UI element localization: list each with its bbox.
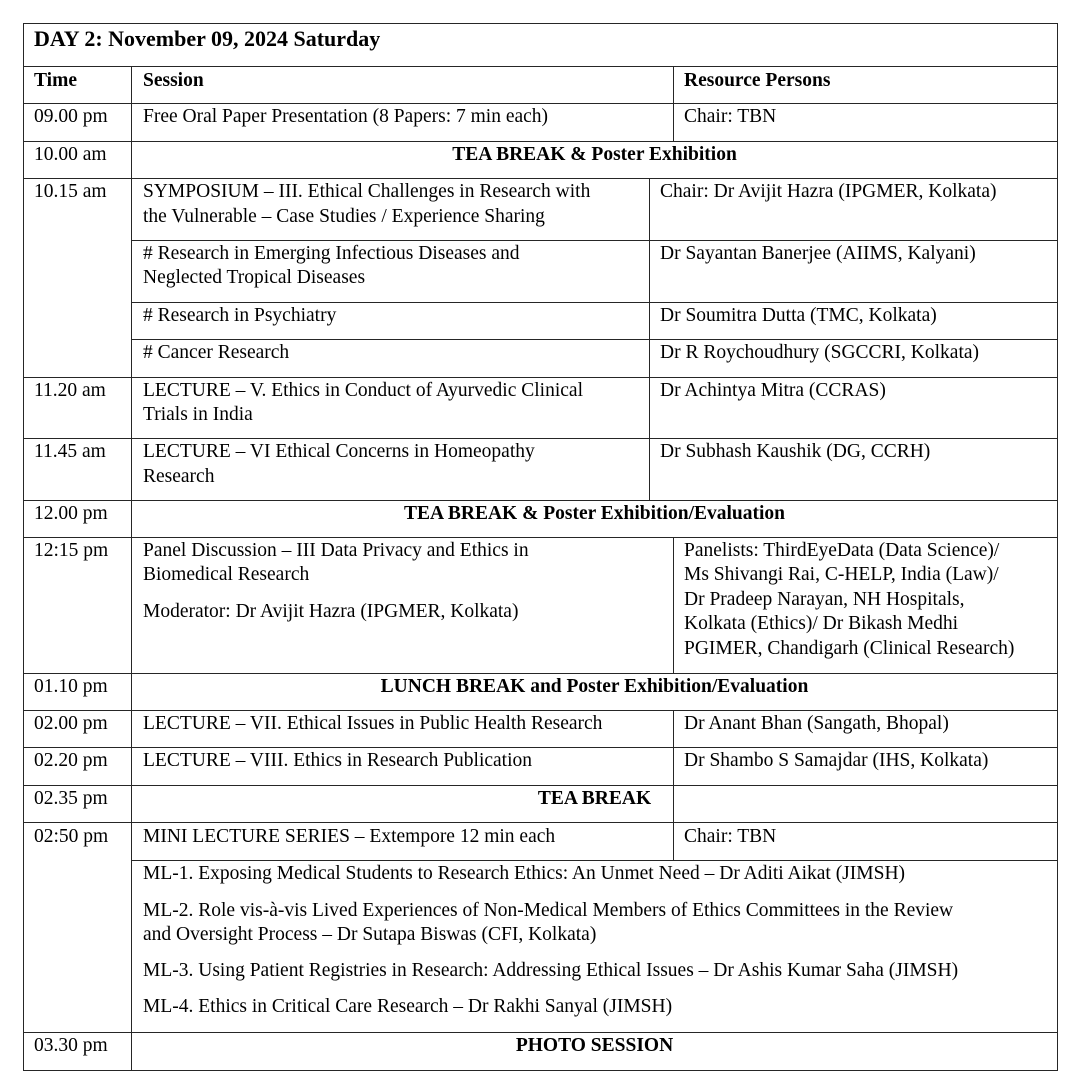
- rule: [131, 860, 1058, 861]
- rule: [23, 23, 1058, 24]
- rule: [673, 822, 674, 860]
- header-time: Time: [34, 70, 77, 91]
- day-title: DAY 2: November 09, 2024 Saturday: [34, 26, 381, 51]
- resource-cell: Panelists: ThirdEyeData (Data Science)/: [684, 540, 1000, 561]
- rule: [131, 339, 1058, 340]
- resource-cell: Dr Sayantan Banerjee (AIIMS, Kalyani): [660, 243, 976, 264]
- time-cell: 09.00 pm: [34, 106, 108, 127]
- session-cell: Research: [143, 466, 215, 487]
- resource-cell: PGIMER, Chandigarh (Clinical Research): [684, 638, 1015, 659]
- rule: [131, 240, 1058, 241]
- resource-cell: Chair: Dr Avijit Hazra (IPGMER, Kolkata): [660, 181, 997, 202]
- session-cell: LECTURE – V. Ethics in Conduct of Ayurvedic Clinical: [143, 380, 583, 401]
- resource-cell: Kolkata (Ethics)/ Dr Bikash Medhi: [684, 613, 959, 634]
- time-cell: 11.45 am: [34, 441, 106, 462]
- mini-lecture-item: ML-4. Ethics in Critical Care Research – Dr Rakhi Sanyal (JIMSH): [143, 996, 673, 1017]
- rule: [23, 710, 1058, 711]
- session-cell: Free Oral Paper Presentation (8 Papers: 7 min each): [143, 106, 549, 127]
- rule: [23, 66, 1058, 67]
- session-cell: LECTURE – VIII. Ethics in Research Publication: [143, 750, 533, 771]
- session-cell: Trials in India: [143, 404, 253, 425]
- break-banner: LUNCH BREAK and Poster Exhibition/Evaluation: [380, 676, 809, 697]
- rule: [23, 537, 1058, 538]
- header-session: Session: [143, 70, 204, 91]
- session-cell: SYMPOSIUM – III. Ethical Challenges in Research with: [143, 181, 591, 202]
- rule: [23, 438, 1058, 439]
- session-cell: Neglected Tropical Diseases: [143, 267, 366, 288]
- mini-lecture-item: ML-2. Role vis-à-vis Lived Experiences of Non-Medical Members of Ethics Committees in the Review: [143, 900, 954, 921]
- rule: [1057, 23, 1058, 1071]
- session-cell: # Research in Psychiatry: [143, 305, 337, 326]
- session-cell: Biomedical Research: [143, 564, 310, 585]
- rule: [23, 822, 1058, 823]
- rule: [23, 103, 1058, 104]
- session-cell: # Research in Emerging Infectious Diseases and: [143, 243, 520, 264]
- time-cell: 02:50 pm: [34, 826, 109, 847]
- resource-cell: Dr Achintya Mitra (CCRAS): [660, 380, 886, 401]
- rule: [23, 178, 1058, 179]
- break-banner: TEA BREAK & Poster Exhibition: [452, 144, 737, 165]
- rule: [649, 178, 650, 500]
- time-cell: 10.00 am: [34, 144, 107, 165]
- rule: [23, 141, 1058, 142]
- session-cell: MINI LECTURE SERIES – Extempore 12 min each: [143, 826, 556, 847]
- session-cell: # Cancer Research: [143, 342, 290, 363]
- rule: [673, 537, 674, 673]
- rule: [23, 785, 1058, 786]
- rule: [131, 66, 132, 1071]
- rule: [23, 377, 1058, 378]
- break-banner: TEA BREAK: [537, 788, 652, 809]
- time-cell: 12.00 pm: [34, 503, 108, 524]
- rule: [23, 500, 1058, 501]
- session-cell: Panel Discussion – III Data Privacy and Ethics in: [143, 540, 529, 561]
- time-cell: 03.30 pm: [34, 1035, 108, 1056]
- time-cell: 02.35 pm: [34, 788, 108, 809]
- rule: [131, 302, 1058, 303]
- break-banner: PHOTO SESSION: [515, 1035, 674, 1056]
- session-cell: LECTURE – VII. Ethical Issues in Public Health Research: [143, 713, 603, 734]
- resource-cell: Chair: TBN: [684, 106, 777, 127]
- resource-cell: Dr R Roychoudhury (SGCCRI, Kolkata): [660, 342, 980, 363]
- resource-cell: Dr Anant Bhan (Sangath, Bhopal): [684, 713, 949, 734]
- time-cell: 01.10 pm: [34, 676, 108, 697]
- resource-cell: Dr Pradeep Narayan, NH Hospitals,: [684, 589, 965, 610]
- rule: [673, 66, 674, 141]
- resource-cell: Chair: TBN: [684, 826, 777, 847]
- time-cell: 02.00 pm: [34, 713, 108, 734]
- time-cell: 12:15 pm: [34, 540, 109, 561]
- time-cell: 11.20 am: [34, 380, 106, 401]
- time-cell: 10.15 am: [34, 181, 107, 202]
- rule: [23, 1032, 1058, 1033]
- resource-cell: Dr Soumitra Dutta (TMC, Kolkata): [660, 305, 937, 326]
- break-banner: TEA BREAK & Poster Exhibition/Evaluation: [403, 503, 786, 524]
- resource-cell: Dr Subhash Kaushik (DG, CCRH): [660, 441, 931, 462]
- rule: [23, 673, 1058, 674]
- moderator-text: Moderator: Dr Avijit Hazra (IPGMER, Kolkata): [143, 601, 519, 622]
- rule: [23, 747, 1058, 748]
- mini-lecture-item: ML-1. Exposing Medical Students to Research Ethics: An Unmet Need – Dr Aditi Aikat (JIMSH): [143, 863, 906, 884]
- mini-lecture-item: and Oversight Process – Dr Sutapa Biswas (CFI, Kolkata): [143, 924, 597, 945]
- session-cell: the Vulnerable – Case Studies / Experience Sharing: [143, 206, 545, 227]
- time-cell: 02.20 pm: [34, 750, 108, 771]
- rule: [23, 23, 24, 1071]
- header-resource-persons: Resource Persons: [684, 70, 831, 91]
- rule: [23, 1070, 1058, 1071]
- resource-cell: Ms Shivangi Rai, C-HELP, India (Law)/: [684, 564, 999, 585]
- mini-lecture-item: ML-3. Using Patient Registries in Research: Addressing Ethical Issues – Dr Ashis Kumar Saha (JIMSH): [143, 960, 959, 981]
- session-cell: LECTURE – VI Ethical Concerns in Homeopathy: [143, 441, 535, 462]
- resource-cell: Dr Shambo S Samajdar (IHS, Kolkata): [684, 750, 989, 771]
